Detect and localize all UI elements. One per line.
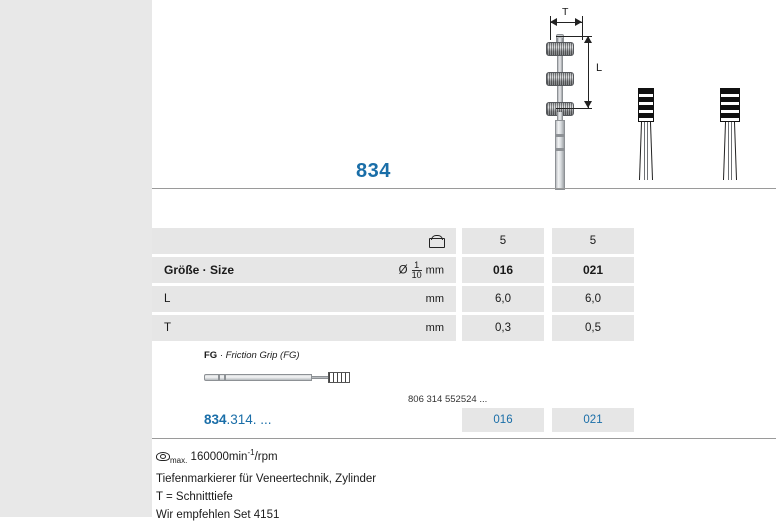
speed-unit-a: min: [228, 450, 248, 463]
shank-type-title: [204, 350, 300, 361]
instrument-shank-band-2: [555, 148, 565, 151]
note-t-definition: T = Schnitttiefe: [156, 491, 233, 504]
speed-unit-exponent: -1: [247, 448, 255, 457]
note-set-recommendation: Wir empfehlen Set 4151: [156, 509, 280, 522]
diameter-symbol: Ø: [398, 263, 408, 276]
variant-body: [723, 122, 737, 180]
row-label-packaging: [152, 228, 456, 254]
thickness-value-021: 0,5: [552, 315, 634, 341]
instrument-variant-021-drawing: [710, 88, 750, 180]
row-label-thickness: [152, 315, 456, 341]
shank-band-2: [224, 374, 226, 381]
shank-type-separator: ·: [217, 350, 226, 361]
instrument-variant-016-drawing: [626, 88, 666, 180]
dimension-L-label: L: [596, 62, 603, 74]
order-number-row: [152, 408, 776, 432]
note-description: Tiefenmarkierer für Veneertechnik, Zylinder: [156, 473, 377, 486]
packaging-value-021: 5: [552, 228, 634, 254]
row-unit-size: [399, 261, 444, 280]
order-value-021: 021: [552, 408, 634, 432]
dimension-L-arrow-bottom: [584, 101, 592, 108]
variant-head: [720, 88, 740, 122]
row-label-text: T: [164, 322, 172, 334]
shank-body: [204, 374, 312, 381]
instrument-main-drawing: [542, 8, 578, 186]
shank-type-full: Friction Grip (FG): [225, 350, 300, 361]
shank-head: [328, 372, 350, 383]
size-value-016: 016: [462, 257, 544, 283]
speedometer-icon: [156, 451, 170, 461]
dimension-L-bar: [588, 36, 589, 108]
specification-table: [152, 228, 776, 344]
variant-head: [638, 88, 654, 122]
speed-unit-b: /rpm: [254, 450, 278, 463]
row-label-length: [152, 286, 456, 312]
length-value-016: 6,0: [462, 286, 544, 312]
package-icon: [429, 235, 444, 248]
speed-value: 160000: [190, 450, 229, 463]
row-label-text: L: [164, 293, 171, 305]
order-number-prefix: 834: [204, 412, 227, 427]
unit-mm: mm: [425, 322, 444, 334]
table-row-length: [152, 286, 776, 312]
row-label-text: Größe · Size: [164, 263, 235, 277]
table-row-packaging: [152, 228, 776, 254]
dimension-L-arrow-top: [584, 36, 592, 43]
shank-type-block: [152, 344, 776, 406]
order-number-suffix: .314. ...: [226, 412, 272, 427]
dimension-T-label: T: [562, 6, 569, 18]
product-code: 834: [356, 160, 391, 182]
footnotes: [156, 444, 776, 524]
unit-mm: mm: [425, 293, 444, 305]
variant-core: [644, 122, 648, 180]
shank-band-1: [218, 374, 220, 381]
variant-core: [728, 122, 732, 180]
instrument-shank: [555, 120, 565, 190]
size-value-021: 021: [552, 257, 634, 283]
fraction-one-tenth: $\frac{1}{10}$: [411, 259, 422, 280]
table-row-size: [152, 257, 776, 283]
instrument-disc-1: [546, 42, 574, 56]
instrument-shank-band-1: [555, 134, 565, 137]
illustration-area: [152, 0, 776, 188]
dimension-L-tick-bottom: [556, 108, 592, 109]
shank-type-abbrev: FG: [204, 350, 218, 361]
instrument-disc-2: [546, 72, 574, 86]
table-row-thickness: [152, 315, 776, 341]
iso-code: 806 314 552524 ...: [408, 394, 488, 405]
note-speed: [156, 444, 776, 470]
row-label-size: [152, 257, 456, 283]
divider-top: [152, 188, 776, 189]
shank-drawing: [204, 370, 350, 384]
thickness-value-016: 0,3: [462, 315, 544, 341]
unit-mm: mm: [425, 263, 444, 276]
length-value-021: 6,0: [552, 286, 634, 312]
order-number: [204, 412, 272, 427]
speed-max-label: max.: [170, 456, 188, 466]
packaging-value-016: 5: [462, 228, 544, 254]
variant-body: [639, 122, 653, 180]
divider-bottom: [152, 438, 776, 439]
order-value-016: 016: [462, 408, 544, 432]
dimension-L-annotation: [577, 36, 601, 108]
left-gutter: [0, 0, 152, 517]
